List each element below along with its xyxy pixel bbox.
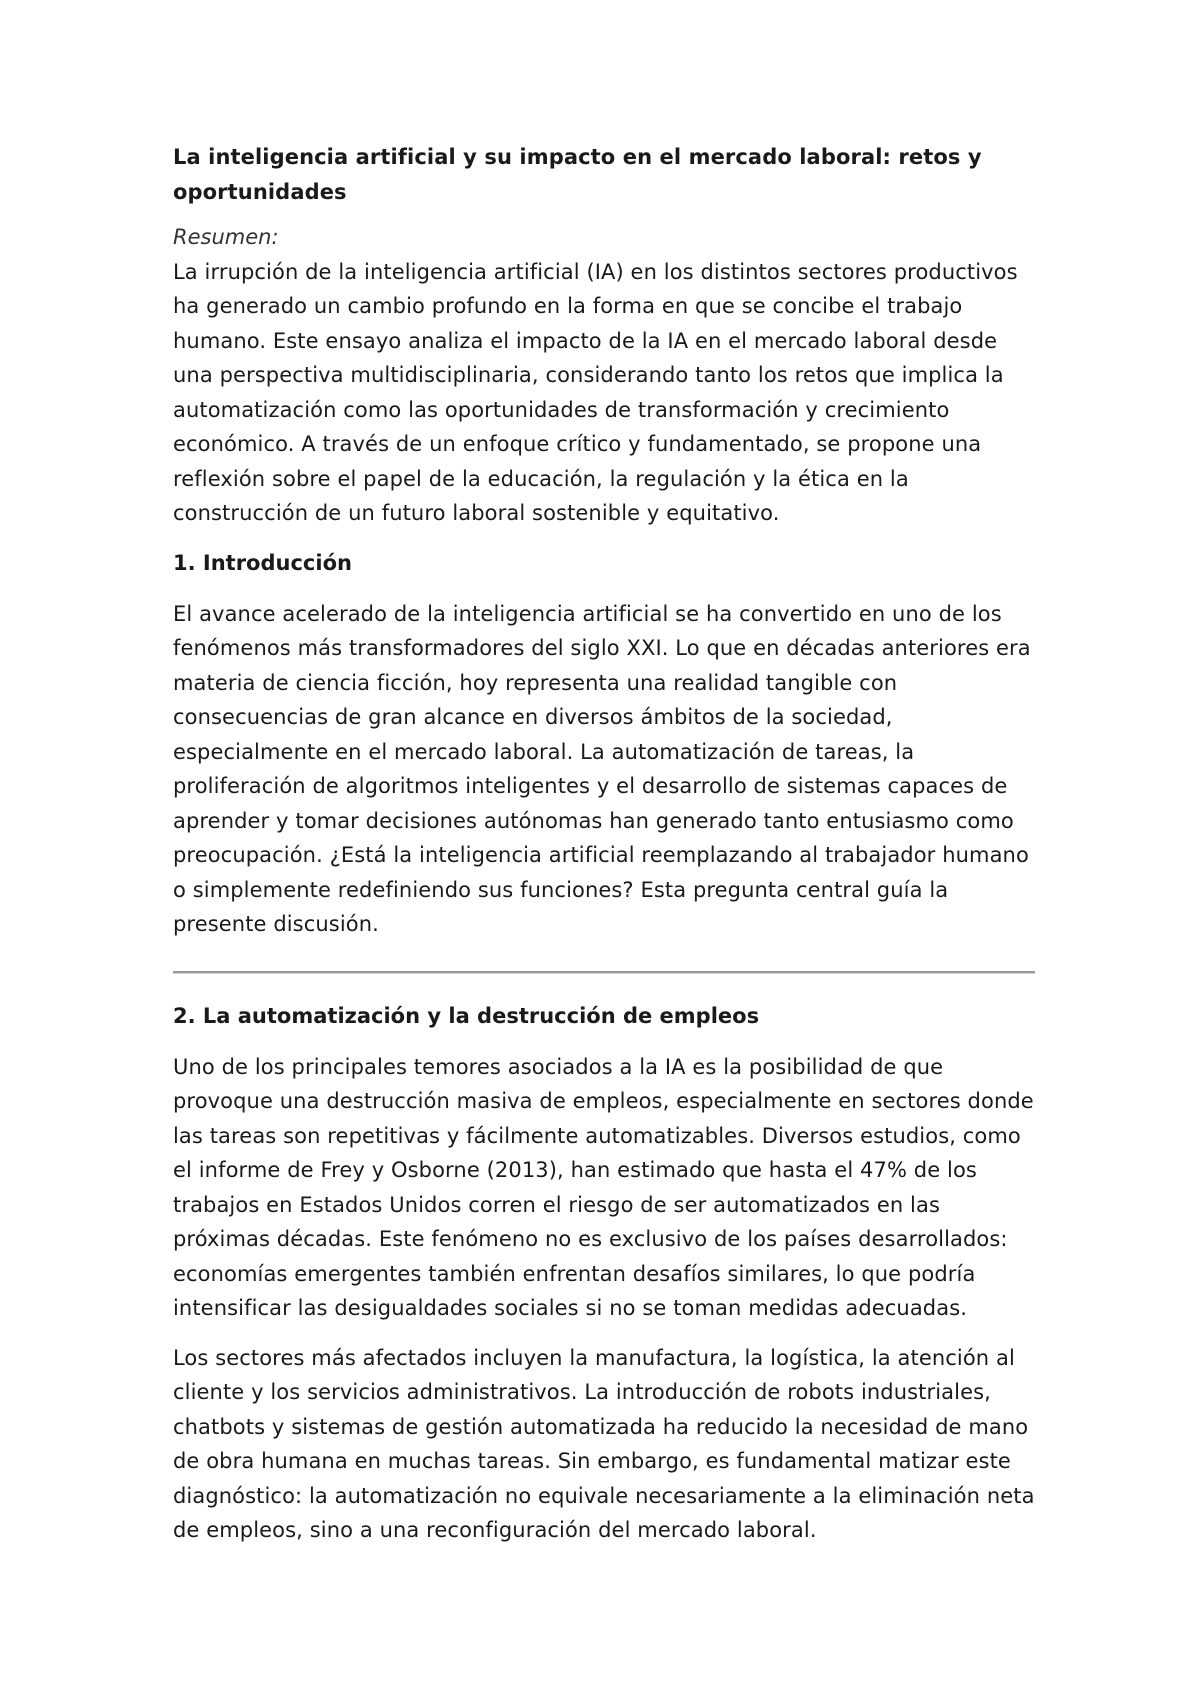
section-heading-automation: 2. La automatización y la destrucción de empleos xyxy=(173,1003,760,1028)
document-title: La inteligencia artificial y su impacto en el mercado laboral: retos y oportunidades xyxy=(173,145,982,204)
section-heading-introduction: 1. Introducción xyxy=(173,550,352,575)
automation-paragraph-1: Uno de los principales temores asociados a la IA es la posibilidad de que provoque una destrucción masiva de empleos, especialmente en sectores donde las tareas son repetitivas y fácilmente automatizables. Diversos estudios, como el informe de Frey y Osborne (2013), han estimado que hasta el 47% de los trabajos en Estados Unidos corren el riesgo de ser automatizados en las próximas décadas. Este fenómeno no es exclusivo de los países desarrollados: economías emergentes también enfrentan desafíos similares, lo que podría intensificar las desigualdades sociales si no se toman medidas adecuadas. xyxy=(173,1054,1034,1320)
abstract-text: La irrupción de la inteligencia artificial (IA) en los distintos sectores productivos ha generado un cambio profundo en la forma en que se concibe el trabajo humano. Este ensayo analiza el impacto de la IA en el mercado laboral desde una perspectiva multidisciplinaria, considerando tanto los retos que implica la automatización como las oportunidades de transformación y crecimiento económico. A través de un enfoque crítico y fundamentado, se propone una reflexión sobre el papel de la educación, la regulación y la ética en la construcción de un futuro laboral sostenible y equitativo. xyxy=(173,259,1018,525)
automation-paragraph-2: Los sectores más afectados incluyen la manufactura, la logística, la atención al cliente y los servicios administrativos. La introducción de robots industriales, chatbots y sistemas de gestión automatizada ha reducido la necesidad de mano de obra humana en muchas tareas. Sin embargo, es fundamental matizar este diagnóstico: la automatización no equivale necesariamente a la eliminación neta de empleos, sino a una reconfiguración del mercado laboral. xyxy=(173,1345,1035,1542)
document-content xyxy=(173,140,1035,1548)
horizontal-divider xyxy=(173,971,1035,973)
introduction-paragraph: El avance acelerado de la inteligencia artificial se ha convertido en uno de los fenómenos más transformadores del siglo XXI. Lo que en décadas anteriores era materia de ciencia ficción, hoy representa una realidad tangible con consecuencias de gran alcance en diversos ámbitos de la sociedad, especialmente en el mercado laboral. La automatización de tareas, la proliferación de algoritmos inteligentes y el desarrollo de sistemas capaces de aprender y tomar decisiones autónomas han generado tanto entusiasmo como preocupación. ¿Está la inteligencia artificial reemplazando al trabajador humano o simplemente redefiniendo sus funciones? Esta pregunta central guía la presente discusión. xyxy=(173,601,1031,936)
abstract-label: Resumen: xyxy=(173,225,279,249)
